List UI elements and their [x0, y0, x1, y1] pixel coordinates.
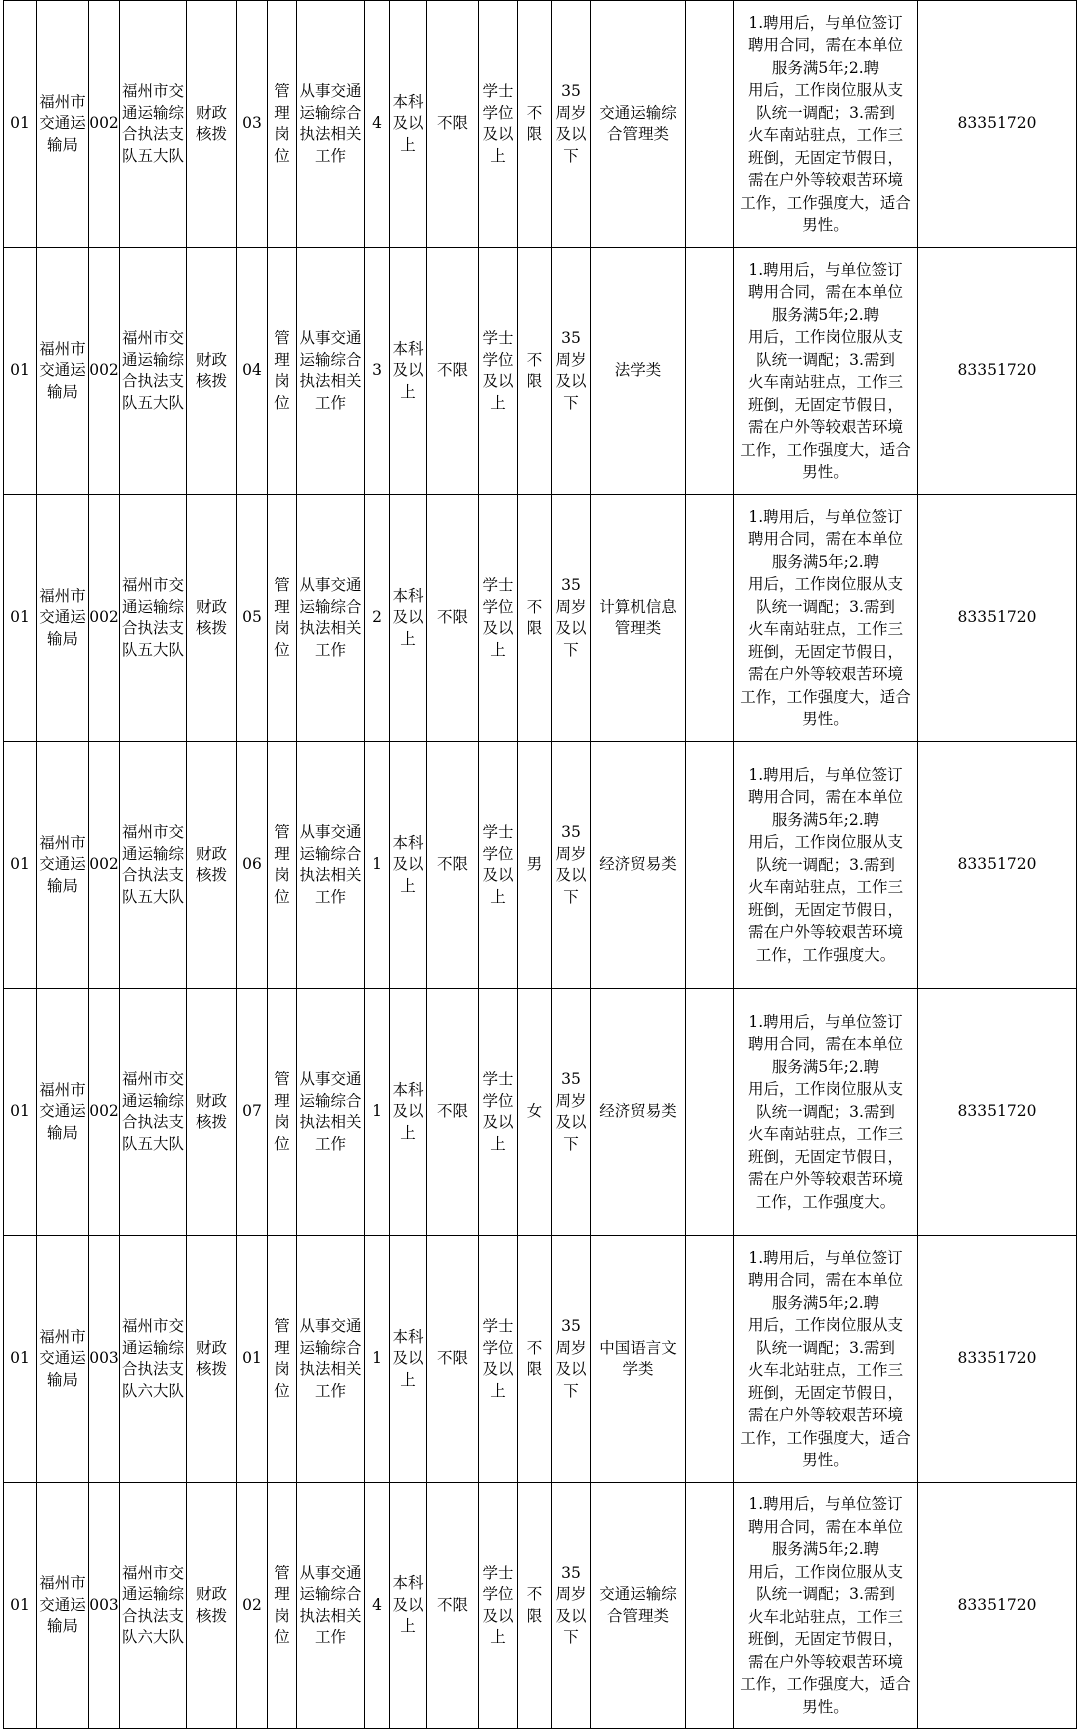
post-type-cell: 管理岗位 — [268, 989, 297, 1236]
empty-cell — [686, 989, 734, 1236]
requirements-line: 工作，工作强度大，适合男性。 — [740, 1675, 911, 1716]
education-form-cell: 不限 — [427, 742, 479, 989]
requirements-line: 用后，工作岗位服从支 — [747, 1562, 903, 1581]
department-cell: 福州市交通运输局 — [37, 989, 89, 1236]
post-type-cell: 管理岗位 — [268, 742, 297, 989]
requirements-line: 队统一调配；3.需到 — [756, 855, 895, 874]
requirements-line: 聘用合同，需在本单位 — [747, 530, 903, 548]
post-code-cell: 02 — [237, 1483, 268, 1729]
unit-code-cell: 002 — [89, 742, 120, 989]
table-row — [4, 248, 1077, 495]
degree-cell: 学士学位及以上 — [479, 1483, 518, 1729]
requirements-line: 火车南站驻点，工作三 — [747, 878, 903, 897]
requirements-line: 班倒，无固定节假日， — [747, 1630, 903, 1648]
requirements-line: 队统一调配；3.需到 — [756, 597, 895, 616]
requirements-line: 聘用合同，需在本单位 — [747, 1035, 903, 1054]
department-cell: 福州市交通运输局 — [37, 248, 89, 495]
education-cell: 本科及以上 — [390, 1, 427, 248]
gender-cell: 男 — [518, 742, 552, 989]
headcount-cell: 4 — [365, 1, 390, 248]
duty-cell: 从事交通运输综合执法相关工作 — [297, 1, 365, 248]
duty-cell: 从事交通运输综合执法相关工作 — [297, 742, 365, 989]
education-form-cell: 不限 — [427, 989, 479, 1236]
age-cell: 35周岁及以下 — [552, 248, 591, 495]
degree-cell: 学士学位及以上 — [479, 742, 518, 989]
seq-cell: 01 — [4, 1, 37, 248]
requirements-line: 聘用合同，需在本单位 — [747, 788, 903, 807]
major-cell: 交通运输综合管理类 — [591, 1483, 686, 1729]
seq-cell: 01 — [4, 989, 37, 1236]
requirements-line: 用后，工作岗位服从支 — [747, 575, 903, 593]
post-code-cell: 06 — [237, 742, 268, 989]
department-cell: 福州市交通运输局 — [37, 1, 89, 248]
funding-cell: 财政核拨 — [187, 1483, 237, 1729]
duty-cell: 从事交通运输综合执法相关工作 — [297, 1236, 365, 1483]
requirements-line: 队统一调配；3.需到 — [756, 1338, 895, 1357]
unit-code-cell: 003 — [89, 1236, 120, 1483]
post-type-cell: 管理岗位 — [268, 248, 297, 495]
post-code-cell: 04 — [237, 248, 268, 495]
age-cell: 35周岁及以下 — [552, 495, 591, 742]
department-cell: 福州市交通运输局 — [37, 742, 89, 989]
requirements-line: 服务满5年;2.聘 — [771, 58, 880, 77]
post-type-cell: 管理岗位 — [268, 1236, 297, 1483]
requirements-line: 需在户外等较艰苦环境 — [747, 923, 903, 942]
phone-cell: 83351720 — [918, 742, 1077, 989]
requirements-line: 1.聘用后，与单位签订 — [748, 260, 903, 279]
requirements-line: 用后，工作岗位服从支 — [747, 328, 903, 346]
requirements-line: 1.聘用后，与单位签订 — [748, 507, 903, 526]
headcount-cell: 2 — [365, 495, 390, 742]
requirements-line: 需在户外等较艰苦环境 — [747, 665, 903, 683]
phone-cell: 83351720 — [918, 1236, 1077, 1483]
funding-cell: 财政核拨 — [187, 742, 237, 989]
requirements-line: 用后，工作岗位服从支 — [747, 1080, 903, 1099]
education-cell: 本科及以上 — [390, 248, 427, 495]
funding-cell: 财政核拨 — [187, 1, 237, 248]
requirements-line: 服务满5年;2.聘 — [771, 305, 880, 324]
age-cell: 35周岁及以下 — [552, 1236, 591, 1483]
requirements-line: 火车北站驻点，工作三 — [747, 1361, 903, 1379]
duty-cell: 从事交通运输综合执法相关工作 — [297, 989, 365, 1236]
education-cell: 本科及以上 — [390, 1483, 427, 1729]
major-cell: 中国语言文学类 — [591, 1236, 686, 1483]
phone-cell: 83351720 — [918, 1483, 1077, 1729]
education-cell: 本科及以上 — [390, 989, 427, 1236]
requirements-line: 服务满5年;2.聘 — [771, 1540, 880, 1558]
major-cell: 计算机信息管理类 — [591, 495, 686, 742]
requirements-line: 班倒，无固定节假日， — [747, 395, 903, 414]
requirements-cell — [734, 248, 918, 495]
age-cell: 35周岁及以下 — [552, 742, 591, 989]
table-row — [4, 989, 1077, 1236]
requirements-line: 火车南站驻点，工作三 — [747, 126, 903, 144]
headcount-cell: 1 — [365, 1236, 390, 1483]
department-cell: 福州市交通运输局 — [37, 1236, 89, 1483]
requirements-line: 班倒，无固定节假日， — [747, 1383, 903, 1402]
requirements-line: 队统一调配；3.需到 — [756, 350, 895, 369]
seq-cell: 01 — [4, 1483, 37, 1729]
funding-cell: 财政核拨 — [187, 248, 237, 495]
requirements-line: 需在户外等较艰苦环境 — [747, 1652, 903, 1671]
headcount-cell: 1 — [365, 989, 390, 1236]
requirements-line: 工作，工作强度大，适合男性。 — [740, 1428, 911, 1469]
age-cell: 35周岁及以下 — [552, 1483, 591, 1729]
degree-cell: 学士学位及以上 — [479, 248, 518, 495]
post-code-cell: 05 — [237, 495, 268, 742]
requirements-cell — [734, 989, 918, 1236]
education-cell: 本科及以上 — [390, 1236, 427, 1483]
funding-cell: 财政核拨 — [187, 495, 237, 742]
gender-cell: 不限 — [518, 1483, 552, 1729]
table-row — [4, 495, 1077, 742]
post-code-cell: 07 — [237, 989, 268, 1236]
degree-cell: 学士学位及以上 — [479, 1236, 518, 1483]
unit-name-cell: 福州市交通运输综合执法支队五大队 — [120, 1, 187, 248]
age-cell: 35周岁及以下 — [552, 989, 591, 1236]
phone-cell: 83351720 — [918, 248, 1077, 495]
gender-cell: 不限 — [518, 248, 552, 495]
education-form-cell: 不限 — [427, 495, 479, 742]
requirements-line: 火车南站驻点，工作三 — [747, 373, 903, 391]
funding-cell: 财政核拨 — [187, 1236, 237, 1483]
unit-name-cell: 福州市交通运输综合执法支队六大队 — [120, 1236, 187, 1483]
requirements-line: 火车北站驻点，工作三 — [747, 1607, 903, 1626]
unit-code-cell: 002 — [89, 495, 120, 742]
requirements-cell — [734, 1483, 918, 1729]
post-code-cell: 03 — [237, 1, 268, 248]
gender-cell: 女 — [518, 989, 552, 1236]
unit-name-cell: 福州市交通运输综合执法支队六大队 — [120, 1483, 187, 1729]
seq-cell: 01 — [4, 248, 37, 495]
unit-name-cell: 福州市交通运输综合执法支队五大队 — [120, 248, 187, 495]
requirements-line: 服务满5年;2.聘 — [771, 810, 880, 829]
requirements-line: 服务满5年;2.聘 — [771, 1057, 880, 1076]
requirements-line: 用后，工作岗位服从支 — [747, 1316, 903, 1334]
table-row — [4, 742, 1077, 989]
requirements-line: 工作，工作强度大，适合男性。 — [740, 687, 911, 728]
department-cell: 福州市交通运输局 — [37, 495, 89, 742]
requirements-line: 聘用合同，需在本单位 — [747, 283, 903, 301]
recruitment-table — [3, 0, 1077, 1729]
degree-cell: 学士学位及以上 — [479, 495, 518, 742]
requirements-line: 用后，工作岗位服从支 — [747, 833, 903, 852]
education-cell: 本科及以上 — [390, 742, 427, 989]
requirements-line: 聘用合同，需在本单位 — [747, 1271, 903, 1289]
headcount-cell: 3 — [365, 248, 390, 495]
requirements-line: 服务满5年;2.聘 — [771, 1293, 880, 1312]
requirements-cell — [734, 742, 918, 989]
empty-cell — [686, 248, 734, 495]
gender-cell: 不限 — [518, 495, 552, 742]
gender-cell: 不限 — [518, 1, 552, 248]
requirements-line: 用后，工作岗位服从支 — [747, 81, 903, 99]
unit-code-cell: 002 — [89, 989, 120, 1236]
empty-cell — [686, 495, 734, 742]
education-form-cell: 不限 — [427, 1483, 479, 1729]
major-cell: 经济贸易类 — [591, 989, 686, 1236]
table-body — [4, 1, 1077, 1729]
empty-cell — [686, 1, 734, 248]
unit-code-cell: 002 — [89, 1, 120, 248]
gender-cell: 不限 — [518, 1236, 552, 1483]
major-cell: 法学类 — [591, 248, 686, 495]
requirements-line: 队统一调配；3.需到 — [756, 1585, 895, 1603]
requirements-line: 工作，工作强度大，适合男性。 — [740, 193, 911, 234]
requirements-cell — [734, 495, 918, 742]
headcount-cell: 4 — [365, 1483, 390, 1729]
department-cell: 福州市交通运输局 — [37, 1483, 89, 1729]
post-type-cell: 管理岗位 — [268, 495, 297, 742]
requirements-line: 班倒，无固定节假日， — [747, 900, 903, 919]
requirements-line: 队统一调配；3.需到 — [756, 103, 895, 122]
empty-cell — [686, 1483, 734, 1729]
requirements-line: 班倒，无固定节假日， — [747, 642, 903, 661]
requirements-line: 1.聘用后，与单位签订 — [748, 765, 903, 784]
unit-code-cell: 003 — [89, 1483, 120, 1729]
requirements-line: 工作，工作强度大。 — [755, 945, 896, 964]
education-form-cell: 不限 — [427, 1, 479, 248]
post-code-cell: 01 — [237, 1236, 268, 1483]
education-form-cell: 不限 — [427, 248, 479, 495]
requirements-line: 火车南站驻点，工作三 — [747, 1125, 903, 1144]
duty-cell: 从事交通运输综合执法相关工作 — [297, 495, 365, 742]
post-type-cell: 管理岗位 — [268, 1483, 297, 1729]
requirements-line: 1.聘用后，与单位签订 — [748, 13, 903, 32]
duty-cell: 从事交通运输综合执法相关工作 — [297, 1483, 365, 1729]
unit-code-cell: 002 — [89, 248, 120, 495]
requirements-line: 需在户外等较艰苦环境 — [747, 171, 903, 189]
requirements-line: 聘用合同，需在本单位 — [747, 36, 903, 54]
requirements-line: 服务满5年;2.聘 — [771, 552, 880, 571]
major-cell: 经济贸易类 — [591, 742, 686, 989]
degree-cell: 学士学位及以上 — [479, 1, 518, 248]
requirements-cell — [734, 1236, 918, 1483]
requirements-line: 聘用合同，需在本单位 — [747, 1517, 903, 1536]
unit-name-cell: 福州市交通运输综合执法支队五大队 — [120, 989, 187, 1236]
unit-name-cell: 福州市交通运输综合执法支队五大队 — [120, 742, 187, 989]
table-row — [4, 1, 1077, 248]
degree-cell: 学士学位及以上 — [479, 989, 518, 1236]
major-cell: 交通运输综合管理类 — [591, 1, 686, 248]
funding-cell: 财政核拨 — [187, 989, 237, 1236]
headcount-cell: 1 — [365, 742, 390, 989]
phone-cell: 83351720 — [918, 989, 1077, 1236]
requirements-line: 队统一调配；3.需到 — [756, 1102, 895, 1121]
age-cell: 35周岁及以下 — [552, 1, 591, 248]
seq-cell: 01 — [4, 742, 37, 989]
requirements-line: 工作，工作强度大。 — [755, 1192, 896, 1211]
table-row — [4, 1236, 1077, 1483]
requirements-line: 班倒，无固定节假日， — [747, 1147, 903, 1166]
seq-cell: 01 — [4, 495, 37, 742]
empty-cell — [686, 742, 734, 989]
requirements-line: 火车南站驻点，工作三 — [747, 620, 903, 638]
phone-cell: 83351720 — [918, 495, 1077, 742]
education-form-cell: 不限 — [427, 1236, 479, 1483]
table-row — [4, 1483, 1077, 1729]
phone-cell: 83351720 — [918, 1, 1077, 248]
post-type-cell: 管理岗位 — [268, 1, 297, 248]
requirements-cell — [734, 1, 918, 248]
requirements-line: 班倒，无固定节假日， — [747, 148, 903, 167]
duty-cell: 从事交通运输综合执法相关工作 — [297, 248, 365, 495]
education-cell: 本科及以上 — [390, 495, 427, 742]
requirements-line: 工作，工作强度大，适合男性。 — [740, 440, 911, 481]
requirements-line: 需在户外等较艰苦环境 — [747, 418, 903, 436]
requirements-line: 1.聘用后，与单位签订 — [748, 1248, 903, 1267]
requirements-line: 需在户外等较艰苦环境 — [747, 1406, 903, 1424]
empty-cell — [686, 1236, 734, 1483]
seq-cell: 01 — [4, 1236, 37, 1483]
requirements-line: 1.聘用后，与单位签订 — [748, 1012, 903, 1031]
requirements-line: 需在户外等较艰苦环境 — [747, 1170, 903, 1189]
requirements-line: 1.聘用后，与单位签订 — [748, 1495, 903, 1513]
unit-name-cell: 福州市交通运输综合执法支队五大队 — [120, 495, 187, 742]
